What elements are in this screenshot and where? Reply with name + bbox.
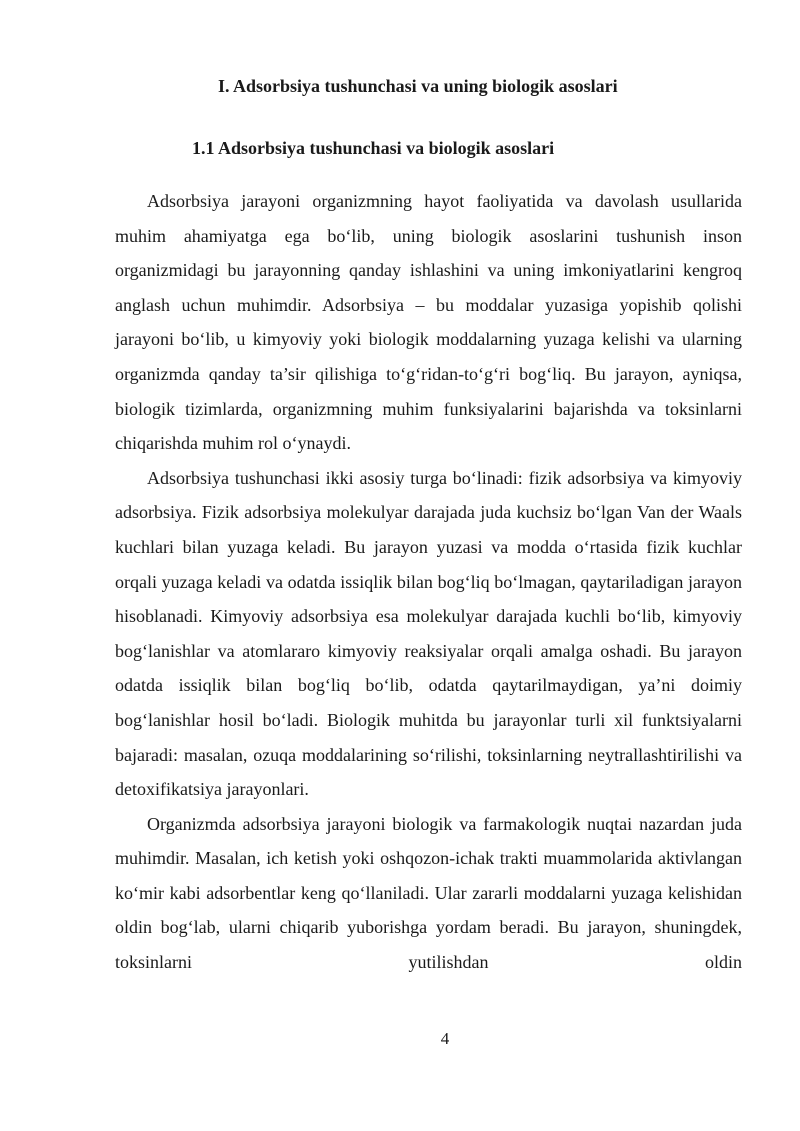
- page-number: 4: [440, 1029, 450, 1048]
- body-text: [115, 184, 742, 980]
- paragraph-2: Adsorbsiya tushunchasi ikki asosiy turga bo‘linadi: fizik adsorbsiya va kimyoviy adsorbsiya. Fizik adsorbsiya molekulyar darajada juda kuchsiz bo‘lgan Van der Waals kuchlari bilan yuzaga keladi. Bu jarayon yuzasi va modda o‘rtasida fizik kuchlar orqali yuzaga keladi va odatda issiqlik bilan bog‘liq bo‘lmagan, qaytariladigan jarayon hisoblanadi. Kimyoviy adsorbsiya esa molekulyar darajada kuchli bo‘lib, kimyoviy bog‘lanishlar va atomlararo kimyoviy reaksiyalar orqali amalga oshadi. Bu jarayon odatda issiqlik bilan bog‘liq bo‘lib, odatda qaytarilmaydigan, ya’ni doimiy bog‘lanishlar hosil bo‘ladi. Biologik muhitda bu jarayonlar turli xil funktsiyalarni bajaradi: masalan, ozuqa moddalarining so‘rilishi, toksinlarning neytrallashtirilishi va detoxifikatsiya jarayonlari.: [115, 467, 742, 800]
- paragraph-1: Adsorbsiya jarayoni organizmning hayot faoliyatida va davolash usullarida muhim ahamiyatga ega bo‘lib, uning biologik asoslarini tushunish inson organizmidagi bu jarayonning qanday ishlashini va uning imkoniyatlarini kengroq anglash uchun muhimdir. Adsorbsiya – bu moddalar yuzasiga yopishib qolishi jarayoni bo‘lib, u kimyoviy yoki biologik moddalarning yuzaga kelishi va ularning organizmda qanday ta’sir qilishiga to‘g‘ridan-to‘g‘ri bog‘liq. Bu jarayon, ayniqsa, biologik tizimlarda, organizmning muhim funksiyalarini bajarishda va toksinlarni chiqarishda muhim rol o‘ynaydi.: [115, 191, 742, 454]
- paragraph-3: Organizmda adsorbsiya jarayoni biologik va farmakologik nuqtai nazardan juda muhimdir. Masalan, ich ketish yoki oshqozon-ichak trakti muammolarida aktivlangan ko‘mir kabi adsorbentlar keng qo‘llaniladi. Ular zararli moddalarni yuzaga kelishidan oldin bog‘lab, ularni chiqarib yuborishga yordam beradi. Bu jarayon, shuningdek, toksinlarni yutilishdan oldin: [115, 813, 742, 973]
- section-title: 1.1 Adsorbsiya tushunchasi va biologik asoslari: [192, 138, 555, 158]
- chapter-title: I. Adsorbsiya tushunchasi va uning biologik asoslari: [218, 76, 618, 96]
